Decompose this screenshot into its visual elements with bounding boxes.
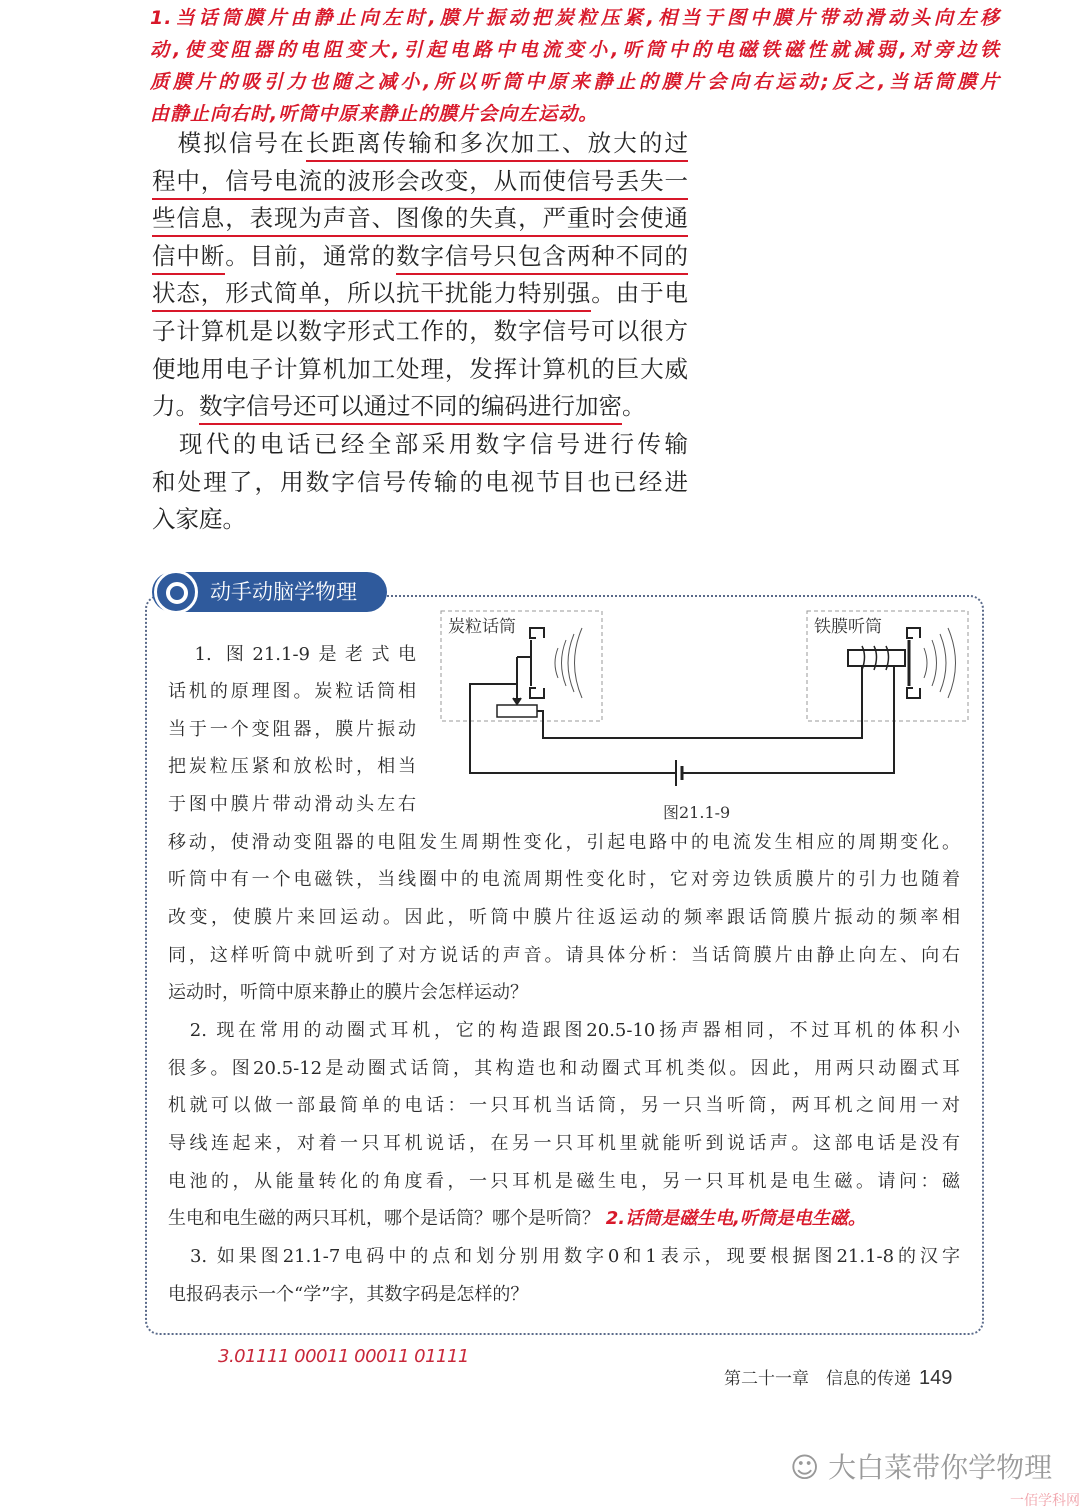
section-title: 动手动脑学物理 — [152, 572, 387, 612]
page-number: 149 — [919, 1367, 953, 1389]
page-footer — [724, 1364, 952, 1390]
answer-3: 3.01111 00011 00011 01111 — [218, 1346, 469, 1367]
figure-caption: 图21.1-9 — [663, 803, 731, 822]
text-line: 电报码表示一个“学”字，其数字码是怎样的？ — [168, 1284, 529, 1305]
text-line: 移动，使滑动变阻器的电阻发生周期性变化，引起电路中的电流发生相应的周期变化。 — [168, 832, 960, 853]
text-line: 现代的电话已经全部采用数字信号进行传输 — [152, 430, 688, 458]
text-line: 和处理了，用数字信号传输的电视节目也已经进 — [152, 468, 688, 496]
text-line: 当于一个变阻器，膜片振动 — [168, 719, 416, 740]
text-line: 同，这样听筒中就听到了对方说话的声音。请具体分析：当话筒膜片由静止向左、向右 — [168, 945, 960, 966]
text-line: 很多。图20.5-12是动圈式话筒，其构造也和动圈式耳机类似。因此，用两只动圈式耳 — [168, 1058, 960, 1079]
annotation-line: 由静止向右时,听筒中原来静止的膜片会向左运动。 — [150, 103, 599, 125]
text-line: 改变，使膜片来回运动。因此，听筒中膜片往返运动的频率跟话筒膜片振动的频率相 — [168, 907, 960, 928]
receiver-label: 铁膜听筒 — [814, 617, 882, 637]
text-line: 生电和电生磁的两只耳机，哪个是话筒？哪个是听筒？ 2.话筒是磁生电,听筒是电生磁。 — [168, 1208, 866, 1229]
text-line: 状态，形式简单，所以抗干扰能力特别强。由于电 — [152, 278, 688, 308]
text-line: 信中断。目前，通常的数字信号只包含两种不同的 — [152, 241, 688, 271]
annotation-line: 1.当话筒膜片由静止向左时,膜片振动把炭粒压紧,相当于图中膜片带动滑动头向左移 — [150, 7, 1000, 29]
microphone-label: 炭粒话筒 — [448, 617, 516, 637]
text-line: 模拟信号在长距离传输和多次加工、放大的过 — [152, 128, 688, 158]
watermark: ☺ 大白菜带你学物理 — [790, 1451, 1053, 1484]
text-line: 2. 现在常用的动圈式耳机，它的构造跟图20.5-10扬声器相同，不过耳机的体积小 — [168, 1020, 960, 1041]
text-line: 程中，信号电流的波形会改变，从而使信号丢失一 — [152, 166, 688, 196]
corner-watermark: 一佰学科网 — [1010, 1493, 1080, 1509]
text-line: 3. 如果图21.1-7电码中的点和划分别用数字0和1表示，现要根据图21.1-8的汉字 — [168, 1246, 960, 1267]
text-line: 机就可以做一部最简单的电话：一只耳机当话筒，另一只当听筒，两耳机之间用一对 — [168, 1095, 960, 1116]
annotation-line: 动,使变阻器的电阻变大,引起电路中电流变小,听筒中的电磁铁磁性就减弱,对旁边铁 — [150, 39, 1000, 61]
text-line: 话机的原理图。炭粒话筒相 — [168, 681, 416, 702]
text-line: 于图中膜片带动滑动头左右 — [168, 794, 416, 815]
text-line: 把炭粒压紧和放松时，相当 — [168, 756, 416, 777]
text-line: 入家庭。 — [152, 505, 246, 533]
answer-2: 2.话筒是磁生电,听筒是电生磁。 — [605, 1208, 866, 1229]
text-line: 便地用电子计算机加工处理，发挥计算机的巨大威 — [152, 355, 688, 383]
chapter-title: 第二十一章 信息的传递 — [724, 1369, 911, 1389]
text-line: 电池的，从能量转化的角度看，一只耳机是磁生电，另一只耳机是电生磁。请问：磁 — [168, 1171, 960, 1192]
text-line: 导线连起来，对着一只耳机说话，在另一只耳机里就能听到说话声。这部电话是没有 — [168, 1133, 960, 1154]
text-line: 听筒中有一个电磁铁，当线圈中的电流周期性变化时，它对旁边铁质膜片的引力也随着 — [168, 869, 960, 890]
text-line: 些信息，表现为声音、图像的失真，严重时会使通 — [152, 203, 688, 233]
text-line: 子计算机是以数字形式工作的，数字信号可以很方 — [152, 317, 688, 345]
text-line: 运动时，听筒中原来静止的膜片会怎样运动？ — [168, 982, 528, 1003]
annotation-line: 质膜片的吸引力也随之减小,所以听筒中原来静止的膜片会向右运动;反之,当话筒膜片 — [150, 71, 1000, 93]
text-line: 1. 图21.1-9是老式电 — [168, 644, 416, 665]
wechat-icon: ☺ — [790, 1451, 829, 1484]
text-line: 力。数字信号还可以通过不同的编码进行加密。 — [152, 391, 688, 421]
